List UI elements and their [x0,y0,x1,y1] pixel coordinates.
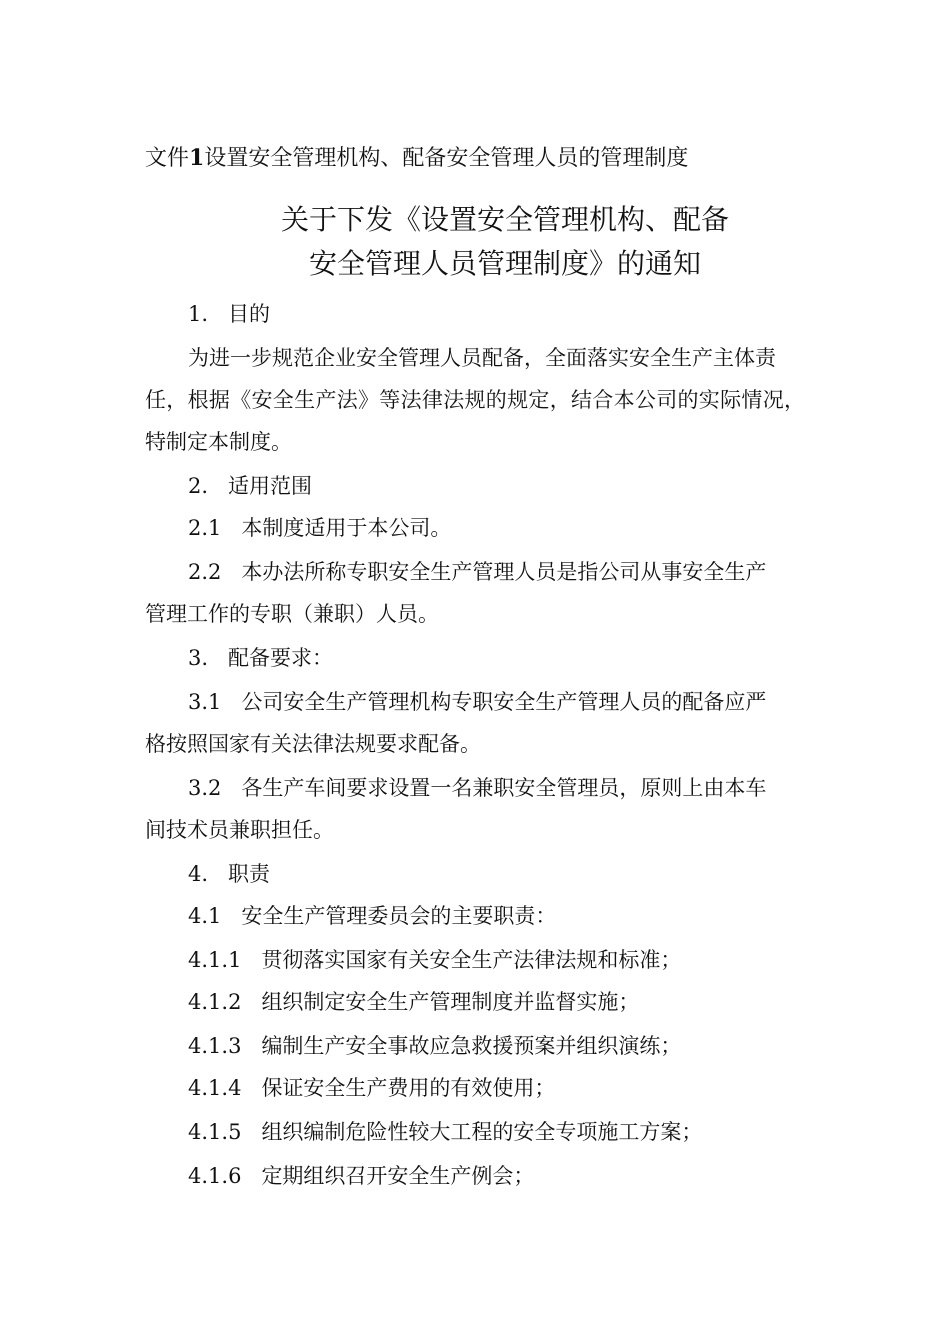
section-heading [188,471,312,501]
paragraph-line: 格按照国家有关法律法规要求配备。 [145,732,481,756]
clause-line [188,901,556,931]
header-prefix: 文件 [145,146,190,171]
section-number: 3. [188,646,209,670]
document-header [145,143,688,174]
section-text: 适用范围 [228,474,312,498]
clause-number: 4.1.6 [188,1164,242,1188]
section-text: 配备要求： [228,646,333,670]
paragraph-line: 特制定本制度。 [145,430,292,454]
section-heading [188,859,270,889]
section-heading [188,643,333,673]
section-number: 2. [188,474,209,498]
clause-number: 3.1 [188,690,222,714]
clause-text: 本制度适用于本公司。 [241,516,452,540]
clause-text: 本办法所称专职安全生产管理人员是指公司从事安全生产 [241,560,767,584]
clause-line [188,1031,681,1061]
clause-text: 各生产车间要求设置一名兼职安全管理员，原则上由本车 [241,776,767,800]
clause-line [188,773,766,803]
clause-text: 贯彻落实国家有关安全生产法律法规和标准； [261,948,682,972]
section-text: 目的 [228,302,270,326]
section-number: 1. [188,302,209,326]
section-number: 4. [188,862,209,886]
clause-line [188,1073,555,1103]
paragraph-line: 任，根据《安全生产法》等法律法规的规定，结合本公司的实际情况， [145,388,805,412]
clause-line [188,1161,534,1191]
paragraph-line: 间技术员兼职担任。 [145,818,334,842]
clause-number: 2.2 [188,560,222,584]
clause-number: 4.1.5 [188,1120,242,1144]
notice-title-line-1: 关于下发《设置安全管理机构、配备 [280,203,729,236]
clause-number: 2.1 [188,516,222,540]
paragraph-line: 为进一步规范企业安全管理人员配备，全面落实安全生产主体责 [188,346,776,370]
header-text: 设置安全管理机构、配备安全管理人员的管理制度 [204,146,689,171]
clause-number: 4.1.1 [188,948,242,972]
clause-text: 定期组织召开安全生产例会； [261,1164,535,1188]
clause-line [188,987,639,1017]
clause-line [188,687,766,717]
clause-number: 3.2 [188,776,222,800]
clause-text: 编制生产安全事故应急救援预案并组织演练； [261,1034,682,1058]
header-number: 1 [189,145,205,171]
clause-line [188,513,451,543]
notice-title-line-2: 安全管理人员管理制度》的通知 [308,247,701,280]
section-heading [188,299,270,329]
clause-line [188,1117,702,1147]
section-text: 职责 [228,862,270,886]
clause-text: 公司安全生产管理机构专职安全生产管理人员的配备应严 [241,690,767,714]
clause-text: 安全生产管理委员会的主要职责： [241,904,557,928]
clause-text: 组织制定安全生产管理制度并监督实施； [261,990,640,1014]
clause-line [188,945,681,975]
clause-text: 组织编制危险性较大工程的安全专项施工方案； [261,1120,703,1144]
clause-text: 保证安全生产费用的有效使用； [261,1076,556,1100]
clause-number: 4.1.4 [188,1076,242,1100]
clause-number: 4.1.3 [188,1034,242,1058]
paragraph-line: 管理工作的专职（兼职）人员。 [145,602,439,626]
clause-number: 4.1 [188,904,222,928]
clause-number: 4.1.2 [188,990,242,1014]
clause-line [188,557,766,587]
